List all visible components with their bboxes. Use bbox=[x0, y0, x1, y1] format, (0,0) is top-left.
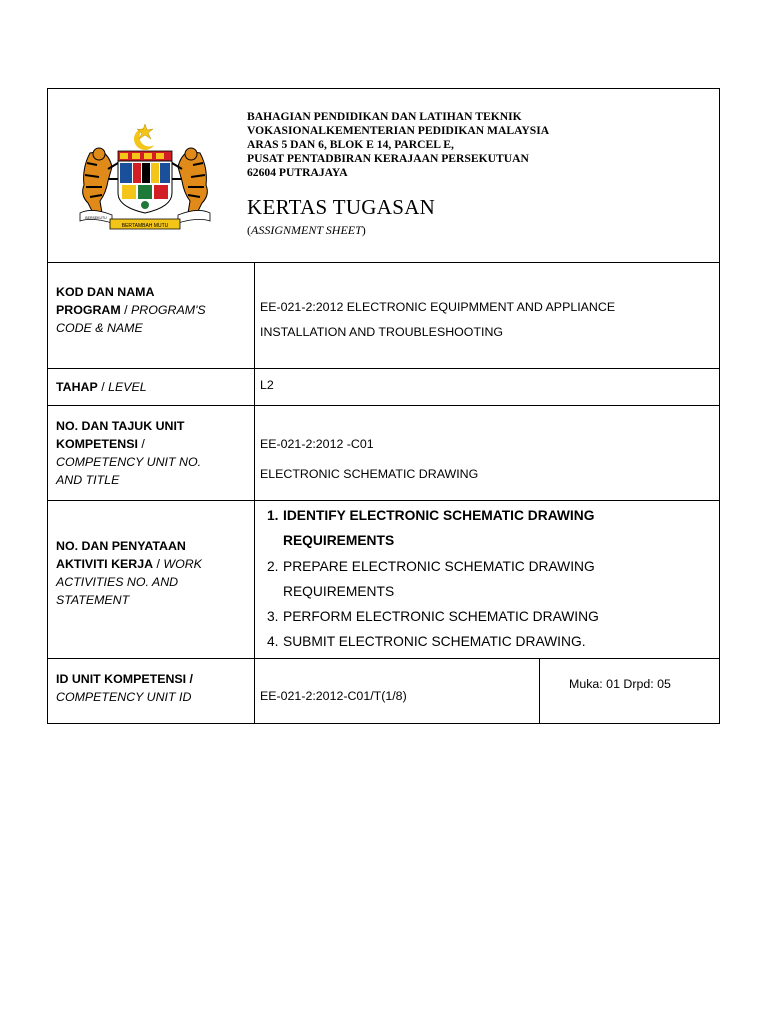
document-subtitle: (ASSIGNMENT SHEET) bbox=[247, 223, 366, 237]
crest-motto: BERTAMBAH MUTU bbox=[121, 223, 169, 229]
coat-of-arms-logo bbox=[72, 123, 218, 237]
sheet-header bbox=[48, 89, 719, 263]
work-activities-label: NO. DAN PENYATAAN AKTIVITI KERJA / WORK ACTIVITIES NO. AND STATEMENT bbox=[56, 539, 202, 607]
list-item: 1. IDENTIFY ELECTRONIC SCHEMATIC DRAWING bbox=[267, 508, 595, 523]
work-activities-list bbox=[267, 503, 599, 655]
left-tiger-icon bbox=[83, 148, 118, 215]
list-item: 2. PREPARE ELECTRONIC SCHEMATIC DRAWING bbox=[267, 558, 595, 574]
list-item-continuation: REQUIREMENTS bbox=[283, 583, 395, 599]
address-line: 62604 PUTRAJAYA bbox=[247, 166, 348, 179]
right-tiger-icon bbox=[172, 148, 207, 215]
crest-left-scroll: BERSEKUTU bbox=[85, 216, 107, 220]
list-item-continuation: REQUIREMENTS bbox=[283, 533, 395, 549]
level-row bbox=[48, 369, 719, 406]
list-item: 3. PERFORM ELECTRONIC SCHEMATIC DRAWING bbox=[267, 609, 599, 625]
address-block bbox=[247, 110, 549, 180]
assignment-sheet bbox=[47, 88, 720, 724]
document-title: KERTAS TUGASAN bbox=[247, 195, 436, 219]
competency-unit-label: NO. DAN TAJUK UNIT KOMPETENSI / COMPETENCY UNIT NO. AND TITLE bbox=[56, 419, 202, 487]
list-item: 4. SUBMIT ELECTRONIC SCHEMATIC DRAWING. bbox=[267, 634, 586, 650]
level-value: L2 bbox=[260, 378, 274, 392]
level-label: TAHAP / LEVEL bbox=[56, 380, 147, 394]
page-info: Muka: 01 Drpd: 05 bbox=[569, 677, 671, 691]
address-line: VOKASIONALKEMENTERIAN PEDIDIKAN MALAYSIA bbox=[247, 124, 550, 137]
unit-id-value: EE-021-2:2012-C01/T(1/8) bbox=[260, 689, 407, 703]
program-label: KOD DAN NAMA PROGRAM / PROGRAM'S CODE & NAME bbox=[56, 285, 206, 335]
address-line: PUSAT PENTADBIRAN KERAJAAN PERSEKUTUAN bbox=[247, 152, 529, 165]
program-row bbox=[48, 263, 719, 369]
shield-icon bbox=[118, 151, 172, 213]
unit-id-row bbox=[48, 659, 719, 723]
address-line: ARAS 5 DAN 6, BLOK E 14, PARCEL E, bbox=[247, 138, 454, 151]
unit-id-label: ID UNIT KOMPETENSI / COMPETENCY UNIT ID bbox=[56, 672, 193, 704]
work-activities-row bbox=[48, 501, 719, 659]
program-value: EE-021-2:2012 ELECTRONIC EQUIPMMENT AND APPLIANCE INSTALLATION AND TROUBLESHOOTING bbox=[260, 300, 616, 339]
address-line: BAHAGIAN PENDIDIKAN DAN LATIHAN TEKNIK bbox=[247, 110, 522, 123]
competency-unit-row bbox=[48, 406, 719, 501]
competency-unit-value: EE-021-2:2012 -C01 ELECTRONIC SCHEMATIC DRAWING bbox=[260, 437, 479, 481]
